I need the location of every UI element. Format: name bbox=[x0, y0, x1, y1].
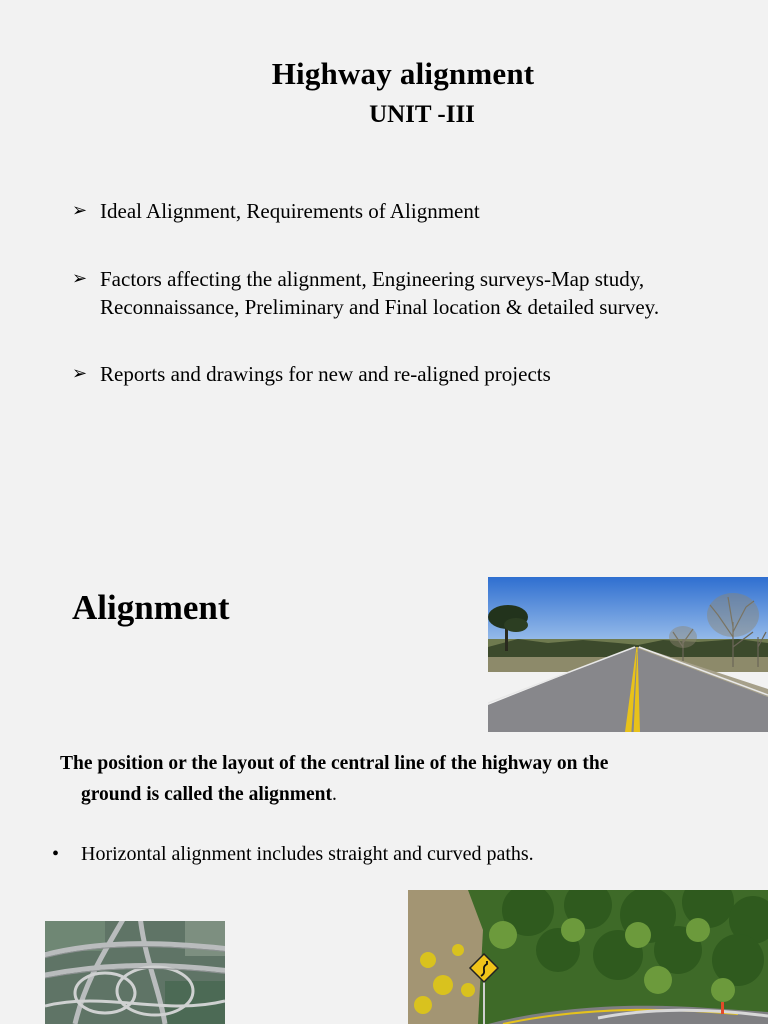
bullet-text: Horizontal alignment includes straight and curved paths. bbox=[81, 843, 534, 865]
bullet-item bbox=[72, 197, 752, 225]
curved-road-photo bbox=[408, 890, 768, 1024]
bullet-text-continued: Reconnaissance, Preliminary and Final location & detailed survey. bbox=[100, 295, 660, 319]
definition-line-1: The position or the layout of the central line of the highway on the bbox=[60, 753, 609, 774]
slide-subtitle: UNIT -III bbox=[369, 101, 475, 128]
alignment-definition bbox=[60, 748, 700, 810]
arrow-bullet-icon: ➢ bbox=[72, 200, 88, 221]
bullet-item bbox=[72, 360, 752, 388]
straight-road-photo bbox=[488, 577, 768, 732]
definition-line-2-text: ground is called the alignment bbox=[81, 784, 332, 805]
definition-line-2 bbox=[60, 779, 700, 810]
arrow-bullet-icon: ➢ bbox=[72, 363, 88, 384]
slide-title: Highway alignment bbox=[271, 56, 535, 91]
dot-bullet-icon: • bbox=[52, 843, 60, 865]
bullet-item bbox=[52, 840, 534, 868]
interchange-aerial-photo bbox=[45, 921, 225, 1024]
bullet-text: Reports and drawings for new and re-aligned projects bbox=[100, 362, 551, 386]
bullet-item bbox=[72, 265, 752, 321]
bullet-text: Factors affecting the alignment, Engineering surveys-Map study, bbox=[100, 267, 645, 291]
definition-period: . bbox=[332, 784, 337, 805]
arrow-bullet-icon: ➢ bbox=[72, 268, 88, 289]
section-heading: Alignment bbox=[72, 588, 230, 627]
bullet-text: Ideal Alignment, Requirements of Alignment bbox=[100, 199, 480, 223]
